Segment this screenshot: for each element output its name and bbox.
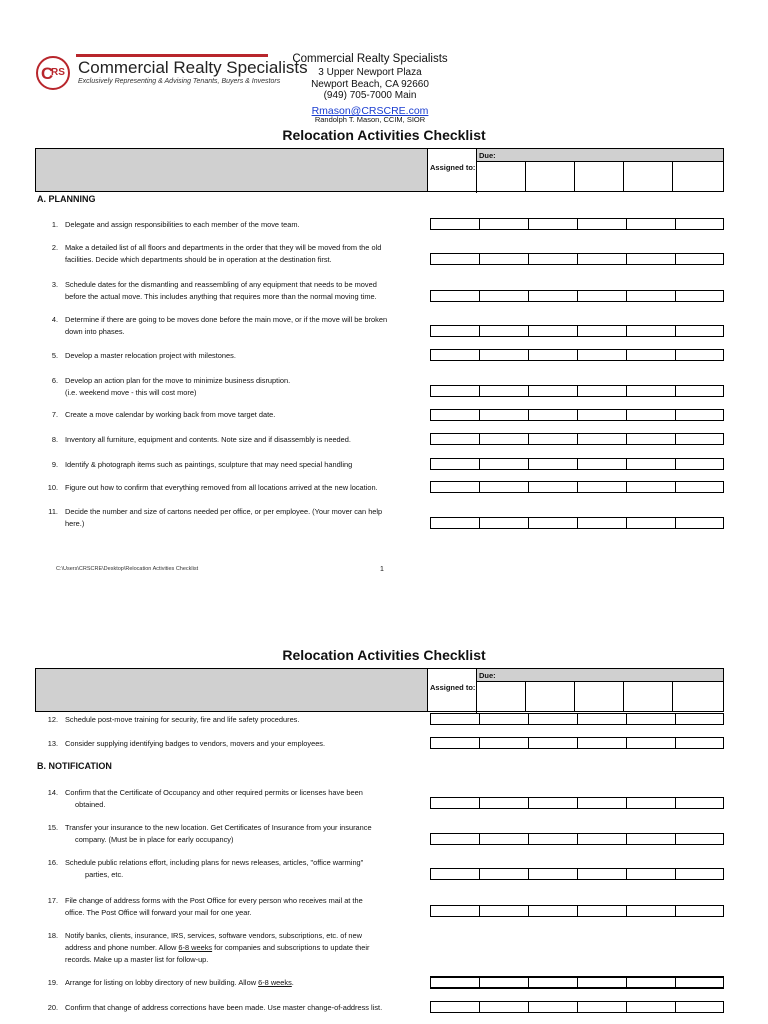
cell-divider bbox=[479, 714, 480, 724]
item-text bbox=[65, 506, 420, 530]
cell-divider bbox=[528, 1002, 529, 1012]
cell-divider bbox=[626, 219, 627, 229]
item-text bbox=[65, 895, 420, 919]
cell-divider bbox=[528, 482, 529, 492]
cell-divider bbox=[479, 254, 480, 264]
item-text bbox=[65, 714, 420, 726]
due-header: Due: bbox=[477, 149, 723, 162]
cell-divider bbox=[626, 434, 627, 444]
cell-divider bbox=[528, 350, 529, 360]
cell-divider bbox=[675, 291, 676, 301]
cell-divider bbox=[577, 869, 578, 879]
item-text bbox=[65, 314, 420, 338]
company-email-link[interactable]: Rmason@CRSCRE.com bbox=[311, 105, 429, 117]
cell-divider bbox=[479, 386, 480, 396]
cell-divider bbox=[675, 518, 676, 528]
page-title: Relocation Activities Checklist bbox=[282, 127, 486, 143]
item-text bbox=[65, 1002, 420, 1014]
assigned-to-header: Assigned to: bbox=[428, 669, 477, 713]
checklist-row-cells[interactable] bbox=[430, 409, 724, 421]
item-text-line: File change of address forms with the Post Office for every person who receives mail at the bbox=[65, 896, 363, 905]
checklist-row-cells[interactable] bbox=[430, 517, 724, 529]
item-text bbox=[65, 857, 420, 881]
checklist-row-cells[interactable] bbox=[430, 458, 724, 470]
cell-divider bbox=[675, 906, 676, 916]
item-text bbox=[65, 787, 420, 811]
section-notification: B. NOTIFICATION bbox=[37, 761, 112, 771]
item-text bbox=[65, 242, 420, 266]
company-street: 3 Upper Newport Plaza bbox=[318, 67, 422, 78]
item-number: 7. bbox=[51, 410, 58, 419]
item-text bbox=[65, 822, 420, 846]
checklist-row-cells[interactable] bbox=[430, 868, 724, 880]
item-text-line: Schedule dates for the dismantling and reassembling of any equipment that needs to be moved bbox=[65, 280, 377, 289]
item-text bbox=[65, 375, 420, 399]
item-text-line: address and phone number. Allow 6-8 weeks for companies and subscriptions to update their bbox=[65, 943, 370, 952]
item-text-line: Schedule public relations effort, including plans for news releases, articles, "office warming" bbox=[65, 858, 364, 867]
cell-divider bbox=[675, 869, 676, 879]
table-header-right bbox=[428, 148, 724, 192]
item-text-line: Identify & photograph items such as paintings, sculpture that may need special handling bbox=[65, 460, 353, 469]
cell-divider bbox=[528, 326, 529, 336]
item-number: 16. bbox=[47, 858, 58, 867]
cell-divider bbox=[528, 434, 529, 444]
cell-divider bbox=[626, 482, 627, 492]
checklist-row-cells[interactable] bbox=[430, 218, 724, 230]
cell-divider bbox=[528, 254, 529, 264]
item-text bbox=[65, 409, 420, 421]
company-person: Randolph T. Mason, CCIM, SIOR bbox=[314, 115, 426, 124]
cell-divider bbox=[577, 978, 578, 988]
cell-divider bbox=[479, 434, 480, 444]
cell-divider bbox=[626, 254, 627, 264]
checklist-row-cells[interactable] bbox=[430, 797, 724, 809]
cell-divider bbox=[528, 410, 529, 420]
cell-divider bbox=[675, 738, 676, 748]
cell-divider bbox=[577, 326, 578, 336]
cell-divider bbox=[577, 834, 578, 844]
cell-divider bbox=[577, 714, 578, 724]
company-name: Commercial Realty Specialists bbox=[292, 53, 448, 65]
item-text-line: Inventory all furniture, equipment and contents. Note size and if disassembly is needed. bbox=[65, 435, 351, 444]
cell-divider bbox=[577, 906, 578, 916]
item-number: 14. bbox=[47, 788, 58, 797]
cell-divider bbox=[675, 798, 676, 808]
item-text-line: Arrange for listing on lobby directory of new building. Allow 6-8 weeks. bbox=[65, 978, 294, 987]
item-number: 17. bbox=[47, 896, 58, 905]
item-text-line: Create a move calendar by working back from move target date. bbox=[65, 410, 276, 419]
item-number: 11. bbox=[48, 507, 58, 516]
cell-divider bbox=[479, 1002, 480, 1012]
logo-tagline: Exclusively Representing & Advising Tenants, Buyers & Investors bbox=[78, 78, 281, 85]
item-text-line: Develop a master relocation project with milestones. bbox=[65, 351, 236, 360]
crs-badge-icon bbox=[36, 56, 70, 90]
cell-divider bbox=[675, 714, 676, 724]
cell-divider bbox=[479, 410, 480, 420]
item-text bbox=[65, 219, 420, 231]
due-header: Due: bbox=[477, 669, 723, 682]
item-number: 10. bbox=[47, 483, 58, 492]
item-text-line: Develop an action plan for the move to minimize business disruption. bbox=[65, 376, 291, 385]
item-number: 13. bbox=[47, 739, 58, 748]
cell-divider bbox=[528, 978, 529, 988]
cell-divider bbox=[528, 834, 529, 844]
item-text bbox=[65, 350, 420, 362]
cell-divider bbox=[675, 459, 676, 469]
checklist-row-cells[interactable] bbox=[430, 1001, 724, 1013]
cell-divider bbox=[479, 869, 480, 879]
cell-divider bbox=[675, 410, 676, 420]
item-number: 12. bbox=[47, 715, 58, 724]
cell-divider bbox=[626, 326, 627, 336]
checklist-row-cells[interactable] bbox=[430, 325, 724, 337]
cell-divider bbox=[626, 1002, 627, 1012]
item-text-line: records. Make up a master list for follow-up. bbox=[65, 955, 209, 964]
item-text-line: Notify banks, clients, insurance, IRS, services, software vendors, subscriptions, etc. of new bbox=[65, 931, 362, 940]
checklist-row-cells[interactable] bbox=[430, 385, 724, 397]
cell-divider bbox=[479, 518, 480, 528]
cell-divider bbox=[479, 798, 480, 808]
item-number: 19. bbox=[47, 978, 58, 987]
table-header-2 bbox=[35, 668, 724, 712]
cell-divider bbox=[626, 906, 627, 916]
cell-divider bbox=[528, 714, 529, 724]
checklist-row-cells[interactable] bbox=[430, 905, 724, 917]
checklist-row-cells[interactable] bbox=[430, 977, 724, 989]
section-planning: A. PLANNING bbox=[37, 194, 96, 204]
cell-divider bbox=[675, 1002, 676, 1012]
cell-divider bbox=[528, 219, 529, 229]
logo-badge-rs: RS bbox=[51, 67, 65, 78]
cell-divider bbox=[577, 410, 578, 420]
item-text bbox=[65, 930, 420, 966]
cell-divider bbox=[577, 482, 578, 492]
checklist-row-cells[interactable] bbox=[430, 713, 724, 725]
table-header-task-cell bbox=[35, 148, 428, 192]
cell-divider bbox=[479, 834, 480, 844]
cell-divider bbox=[577, 350, 578, 360]
item-number: 4. bbox=[51, 315, 58, 324]
cell-divider bbox=[675, 254, 676, 264]
checklist-row-cells[interactable] bbox=[430, 737, 724, 749]
cell-divider bbox=[626, 869, 627, 879]
item-text bbox=[65, 434, 420, 446]
cell-divider bbox=[479, 350, 480, 360]
item-text-line: company. (Must be in place for early occupancy) bbox=[75, 835, 234, 844]
item-text-line: Decide the number and size of cartons needed per office, or per employee. (Your mover can help bbox=[65, 507, 383, 516]
checklist-row-cells[interactable] bbox=[430, 833, 724, 845]
cell-divider bbox=[479, 738, 480, 748]
cell-divider bbox=[626, 518, 627, 528]
company-phone: (949) 705-7000 Main bbox=[323, 90, 417, 101]
company-city: Newport Beach, CA 92660 bbox=[311, 79, 429, 90]
cell-divider bbox=[675, 326, 676, 336]
item-number: 8. bbox=[51, 435, 58, 444]
item-text-line: here.) bbox=[65, 519, 85, 528]
cell-divider bbox=[577, 459, 578, 469]
item-number: 18. bbox=[47, 931, 58, 940]
item-text bbox=[65, 482, 420, 494]
cell-divider bbox=[528, 738, 529, 748]
cell-divider bbox=[626, 386, 627, 396]
cell-divider bbox=[577, 291, 578, 301]
cell-divider bbox=[577, 386, 578, 396]
item-text-line: office. The Post Office will forward your mail for one year. bbox=[65, 908, 252, 917]
item-text-line: facilities. Decide which departments should be in operation at the destination first. bbox=[65, 255, 332, 264]
cell-divider bbox=[577, 1002, 578, 1012]
cell-divider bbox=[626, 738, 627, 748]
checklist-row-cells[interactable] bbox=[430, 253, 724, 265]
page-number: 1 bbox=[380, 566, 384, 573]
cell-divider bbox=[528, 869, 529, 879]
cell-divider bbox=[626, 798, 627, 808]
cell-divider bbox=[675, 482, 676, 492]
item-text bbox=[65, 738, 420, 750]
item-text-line: Make a detailed list of all floors and departments in the order that they will be moved from the old bbox=[65, 243, 382, 252]
cell-divider bbox=[479, 482, 480, 492]
item-number: 3. bbox=[51, 280, 58, 289]
cell-divider bbox=[577, 798, 578, 808]
cell-divider bbox=[675, 978, 676, 988]
item-text-line: Confirm that change of address corrections have been made. Use master change-of-address list. bbox=[65, 1003, 383, 1012]
item-number: 5. bbox=[51, 351, 58, 360]
cell-divider bbox=[626, 291, 627, 301]
table-header-task-cell bbox=[35, 668, 428, 712]
item-text-line: Confirm that the Certificate of Occupancy and other required permits or licenses have been bbox=[65, 788, 363, 797]
table-header bbox=[35, 148, 724, 192]
cell-divider bbox=[626, 834, 627, 844]
cell-divider bbox=[479, 219, 480, 229]
cell-divider bbox=[626, 714, 627, 724]
item-text-line: obtained. bbox=[75, 800, 106, 809]
item-number: 9. bbox=[51, 460, 58, 469]
item-text-line: (i.e. weekend move - this will cost more) bbox=[65, 388, 197, 397]
checklist-row-cells[interactable] bbox=[430, 481, 724, 493]
item-text-line: Determine if there are going to be moves done before the main move, or if the move will be broken bbox=[65, 315, 388, 324]
checklist-row-cells[interactable] bbox=[430, 433, 724, 445]
item-text-line: Consider supplying identifying badges to vendors, movers and your employees. bbox=[65, 739, 326, 748]
item-text-line: Figure out how to confirm that everything removed from all locations arrived at the new location. bbox=[65, 483, 378, 492]
cell-divider bbox=[479, 291, 480, 301]
cell-divider bbox=[675, 219, 676, 229]
cell-divider bbox=[528, 459, 529, 469]
item-text-line: down into phases. bbox=[65, 327, 125, 336]
logo-badge-c: C bbox=[41, 64, 54, 83]
checklist-row-cells[interactable] bbox=[430, 290, 724, 302]
item-text bbox=[65, 459, 420, 471]
item-number: 2. bbox=[51, 243, 58, 252]
item-number: 20. bbox=[47, 1003, 58, 1012]
cell-divider bbox=[675, 434, 676, 444]
item-text-line: Schedule post-move training for security, fire and life safety procedures. bbox=[65, 715, 300, 724]
cell-divider bbox=[528, 798, 529, 808]
table-header-right bbox=[428, 668, 724, 712]
item-number: 1. bbox=[51, 220, 58, 229]
cell-divider bbox=[675, 834, 676, 844]
cell-divider bbox=[577, 254, 578, 264]
cell-divider bbox=[528, 386, 529, 396]
item-number: 15. bbox=[47, 823, 58, 832]
cell-divider bbox=[626, 978, 627, 988]
cell-divider bbox=[528, 291, 529, 301]
cell-divider bbox=[675, 350, 676, 360]
logo-name: Commercial Realty Specialists bbox=[78, 58, 308, 77]
cell-divider bbox=[626, 459, 627, 469]
cell-divider bbox=[479, 459, 480, 469]
cell-divider bbox=[479, 326, 480, 336]
cell-divider bbox=[675, 386, 676, 396]
cell-divider bbox=[626, 410, 627, 420]
cell-divider bbox=[626, 350, 627, 360]
cell-divider bbox=[528, 518, 529, 528]
cell-divider bbox=[479, 906, 480, 916]
item-text bbox=[65, 279, 420, 303]
cell-divider bbox=[479, 978, 480, 988]
item-text-line: before the actual move. This includes anything that requires more than the normal moving time. bbox=[65, 292, 377, 301]
cell-divider bbox=[528, 906, 529, 916]
item-text-line: parties, etc. bbox=[85, 870, 124, 879]
checklist-row-cells[interactable] bbox=[430, 349, 724, 361]
item-text-line: Delegate and assign responsibilities to each member of the move team. bbox=[65, 220, 300, 229]
cell-divider bbox=[577, 434, 578, 444]
assigned-to-header: Assigned to: bbox=[428, 149, 477, 193]
item-text-line: Transfer your insurance to the new location. Get Certificates of Insurance from your insurance bbox=[65, 823, 372, 832]
cell-divider bbox=[577, 219, 578, 229]
item-number: 6. bbox=[51, 376, 58, 385]
page-title-2: Relocation Activities Checklist bbox=[282, 647, 486, 663]
item-text bbox=[65, 977, 420, 989]
cell-divider bbox=[577, 738, 578, 748]
footer-path: C:\Users\CRSCRE\Desktop\Relocation Activities Checklist bbox=[56, 566, 199, 572]
cell-divider bbox=[577, 518, 578, 528]
